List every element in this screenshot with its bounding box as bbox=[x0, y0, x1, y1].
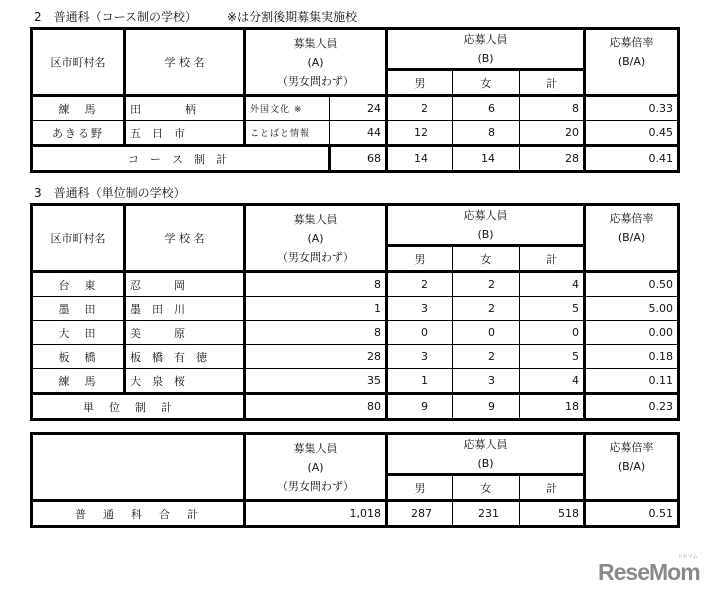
header-male: 男 bbox=[387, 475, 453, 501]
recruit-cell: 8 bbox=[245, 321, 387, 345]
ratio-cell: 0.11 bbox=[585, 369, 679, 394]
summary-total: 28 bbox=[520, 146, 585, 172]
table-row bbox=[32, 345, 679, 369]
summary-female: 9 bbox=[453, 394, 520, 420]
table-row bbox=[32, 321, 679, 345]
school-name-cell: 墨 田 川 bbox=[125, 297, 245, 321]
ratio-cell: 0.00 bbox=[585, 321, 679, 345]
credit-school-table bbox=[30, 203, 680, 421]
header-female: 女 bbox=[453, 246, 520, 272]
table-header bbox=[32, 205, 679, 272]
summary-recruit: 80 bbox=[245, 394, 387, 420]
female-cell: 3 bbox=[453, 369, 520, 394]
female-cell: 2 bbox=[453, 272, 520, 297]
header-ratio: 応募倍率 (B/A) bbox=[585, 434, 679, 501]
header-male: 男 bbox=[387, 246, 453, 272]
table-row bbox=[32, 297, 679, 321]
female-cell: 6 bbox=[453, 96, 520, 121]
summary-row bbox=[32, 394, 679, 420]
table-row bbox=[32, 272, 679, 297]
section-3-title: 3 普通科（単位制の学校） bbox=[34, 186, 186, 200]
female-cell: 2 bbox=[453, 345, 520, 369]
grand-total-table bbox=[30, 432, 680, 528]
female-cell: 0 bbox=[453, 321, 520, 345]
header-applicants: 応募人員 (B) bbox=[387, 434, 585, 475]
male-cell: 1 bbox=[387, 369, 453, 394]
district-cell: 大 田 bbox=[32, 321, 125, 345]
header-applicants: 応募人員 (B) bbox=[387, 205, 585, 246]
summary-row bbox=[32, 146, 679, 172]
district-cell: 台 東 bbox=[32, 272, 125, 297]
table-header bbox=[32, 29, 679, 96]
header-male: 男 bbox=[387, 70, 453, 96]
male-cell: 2 bbox=[387, 96, 453, 121]
total-cell: 5 bbox=[520, 297, 585, 321]
recruit-cell: 8 bbox=[245, 272, 387, 297]
summary-male: 14 bbox=[387, 146, 453, 172]
female-cell: 2 bbox=[453, 297, 520, 321]
ratio-cell: 5.00 bbox=[585, 297, 679, 321]
school-name-cell: 大 泉 桜 bbox=[125, 369, 245, 394]
table-header bbox=[32, 434, 679, 501]
header-blank bbox=[32, 434, 245, 501]
ratio-cell: 0.50 bbox=[585, 272, 679, 297]
header-school: 学 校 名 bbox=[125, 29, 245, 96]
district-cell: 練 馬 bbox=[32, 96, 125, 121]
summary-ratio: 0.23 bbox=[585, 394, 679, 420]
summary-label: コ ー ス 制 計 bbox=[32, 146, 330, 172]
male-cell: 2 bbox=[387, 272, 453, 297]
course-cell: ことばと情報 bbox=[245, 121, 330, 146]
header-total: 計 bbox=[520, 475, 585, 501]
recruit-cell: 24 bbox=[330, 96, 387, 121]
table-row bbox=[32, 369, 679, 394]
header-applicants: 応募人員 (B) bbox=[387, 29, 585, 70]
ratio-cell: 0.18 bbox=[585, 345, 679, 369]
header-recruit: 募集人員 (A) （男女問わず） bbox=[245, 29, 387, 96]
total-cell: 0 bbox=[520, 321, 585, 345]
total-cell: 4 bbox=[520, 369, 585, 394]
recruit-cell: 35 bbox=[245, 369, 387, 394]
section-2-title: 2 普通科（コース制の学校） ※は分割後期募集実施校 bbox=[34, 10, 358, 24]
grand-total-ratio: 0.51 bbox=[585, 501, 679, 527]
summary-male: 9 bbox=[387, 394, 453, 420]
table-row bbox=[32, 121, 679, 146]
grand-total-label: 普 通 科 合 計 bbox=[32, 501, 245, 527]
course-school-table bbox=[30, 27, 680, 173]
summary-label: 単 位 制 計 bbox=[32, 394, 245, 420]
header-female: 女 bbox=[453, 475, 520, 501]
district-cell: 板 橋 bbox=[32, 345, 125, 369]
male-cell: 12 bbox=[387, 121, 453, 146]
summary-ratio: 0.41 bbox=[585, 146, 679, 172]
header-ratio: 応募倍率 (B/A) bbox=[585, 205, 679, 272]
ratio-cell: 0.45 bbox=[585, 121, 679, 146]
header-district: 区市町村名 bbox=[32, 29, 125, 96]
school-name-cell: 美 原 bbox=[125, 321, 245, 345]
district-cell: あきる野 bbox=[32, 121, 125, 146]
total-cell: 8 bbox=[520, 96, 585, 121]
header-ratio: 応募倍率 (B/A) bbox=[585, 29, 679, 96]
header-recruit: 募集人員 (A) （男女問わず） bbox=[245, 205, 387, 272]
grand-total-total: 518 bbox=[520, 501, 585, 527]
header-recruit: 募集人員 (A) （男女問わず） bbox=[245, 434, 387, 501]
header-school: 学 校 名 bbox=[125, 205, 245, 272]
recruit-cell: 1 bbox=[245, 297, 387, 321]
grand-total-row bbox=[32, 501, 679, 527]
school-name-cell: 田 柄 bbox=[125, 96, 245, 121]
header-female: 女 bbox=[453, 70, 520, 96]
ratio-cell: 0.33 bbox=[585, 96, 679, 121]
grand-total-recruit: 1,018 bbox=[245, 501, 387, 527]
resemom-logo: ReseMom リセマム bbox=[598, 554, 700, 585]
header-district: 区市町村名 bbox=[32, 205, 125, 272]
course-cell: 外国文化 ※ bbox=[245, 96, 330, 121]
male-cell: 3 bbox=[387, 345, 453, 369]
female-cell: 8 bbox=[453, 121, 520, 146]
recruit-cell: 44 bbox=[330, 121, 387, 146]
school-name-cell: 忍 岡 bbox=[125, 272, 245, 297]
total-cell: 5 bbox=[520, 345, 585, 369]
table-row bbox=[32, 96, 679, 121]
recruit-cell: 28 bbox=[245, 345, 387, 369]
district-cell: 墨 田 bbox=[32, 297, 125, 321]
grand-total-male: 287 bbox=[387, 501, 453, 527]
male-cell: 3 bbox=[387, 297, 453, 321]
school-name-cell: 五 日 市 bbox=[125, 121, 245, 146]
district-cell: 練 馬 bbox=[32, 369, 125, 394]
school-name-cell: 板 橋 有 徳 bbox=[125, 345, 245, 369]
summary-total: 18 bbox=[520, 394, 585, 420]
grand-total-female: 231 bbox=[453, 501, 520, 527]
summary-female: 14 bbox=[453, 146, 520, 172]
total-cell: 20 bbox=[520, 121, 585, 146]
header-total: 計 bbox=[520, 246, 585, 272]
male-cell: 0 bbox=[387, 321, 453, 345]
header-total: 計 bbox=[520, 70, 585, 96]
summary-recruit: 68 bbox=[330, 146, 387, 172]
total-cell: 4 bbox=[520, 272, 585, 297]
